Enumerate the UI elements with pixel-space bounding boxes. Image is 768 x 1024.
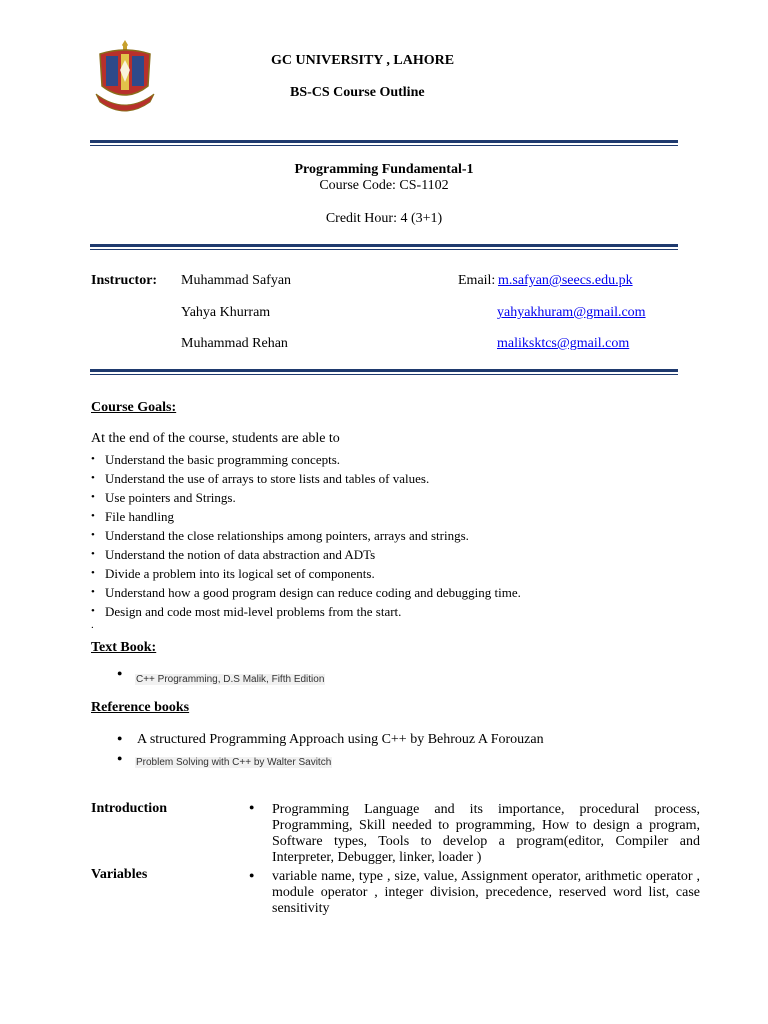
list-item: • Understand the use of arrays to store lists and tables of values. <box>91 469 521 488</box>
topic-introduction-desc: Programming Language and its importance, procedural process, Programming, Skill needed to programming, How to design a program, Software types, Tools to develop a program(editor, Compiler and Interpreter, Debugger, linker, loader ) <box>272 802 700 865</box>
reference-item: A structured Programming Approach using C++ by Behrouz A Forouzan <box>137 732 544 747</box>
instructor-name: Muhammad Rehan <box>181 336 288 351</box>
textbook-title: Text Book: <box>91 640 157 655</box>
list-item: • Use pointers and Strings. <box>91 488 521 507</box>
trailing-dot: . <box>91 619 94 631</box>
course-title: Programming Fundamental-1 <box>294 162 474 177</box>
reference-item: Problem Solving with C++ by Walter Savitch <box>136 757 332 768</box>
email-label: Email: <box>458 273 496 288</box>
instructor-name: Muhammad Safyan <box>181 273 292 288</box>
bullet: ● <box>249 802 255 812</box>
topic-variables-desc: variable name, type , size, value, Assignment operator, arithmetic operator , module operator , integer division, precedence, reserved word list, case sensitivity <box>272 869 700 916</box>
textbook-item: C++ Programming, D.S Malik, Fifth Edition <box>136 674 325 685</box>
divider <box>90 140 678 146</box>
textbook-item-wrap <box>135 669 325 687</box>
list-item: • Understand the close relationships among pointers, arrays and strings. <box>91 526 521 545</box>
divider <box>90 244 678 250</box>
list-item: • Divide a problem into its logical set of components. <box>91 564 521 583</box>
topic-variables-label: Variables <box>91 867 148 882</box>
course-goals-title: Course Goals: <box>91 400 177 415</box>
list-item: • File handling <box>91 507 521 526</box>
divider <box>90 369 678 375</box>
reference-item-wrap <box>135 752 332 770</box>
reference-title: Reference books <box>91 700 190 715</box>
list-item: • Understand the basic programming concepts. <box>91 450 521 469</box>
email-link[interactable]: yahyakhuram@gmail.com <box>497 305 646 320</box>
list-item: • Design and code most mid-level problems from the start. <box>91 602 521 621</box>
bullet: ● <box>249 870 255 880</box>
bullet: ● <box>117 733 123 743</box>
university-name: GC UNIVERSITY , LAHORE <box>271 53 455 68</box>
email-link[interactable]: m.safyan@seecs.edu.pk <box>498 273 633 288</box>
list-item: • Understand how a good program design can reduce coding and debugging time. <box>91 583 521 602</box>
credit-hour: Credit Hour: 4 (3+1) <box>325 211 443 226</box>
course-code: Course Code: CS-1102 <box>319 178 449 193</box>
outline-title: BS-CS Course Outline <box>290 85 425 100</box>
email-link[interactable]: maliksktcs@gmail.com <box>497 336 630 351</box>
university-crest-logo <box>90 38 160 116</box>
goals-list <box>91 450 521 621</box>
instructor-name: Yahya Khurram <box>181 305 271 320</box>
bullet: ● <box>117 753 123 763</box>
topic-introduction-label: Introduction <box>91 801 167 816</box>
list-item: • Understand the notion of data abstraction and ADTs <box>91 545 521 564</box>
bullet: ● <box>117 668 123 678</box>
goals-intro: At the end of the course, students are able to <box>91 431 340 446</box>
instructor-label: Instructor: <box>91 273 158 288</box>
